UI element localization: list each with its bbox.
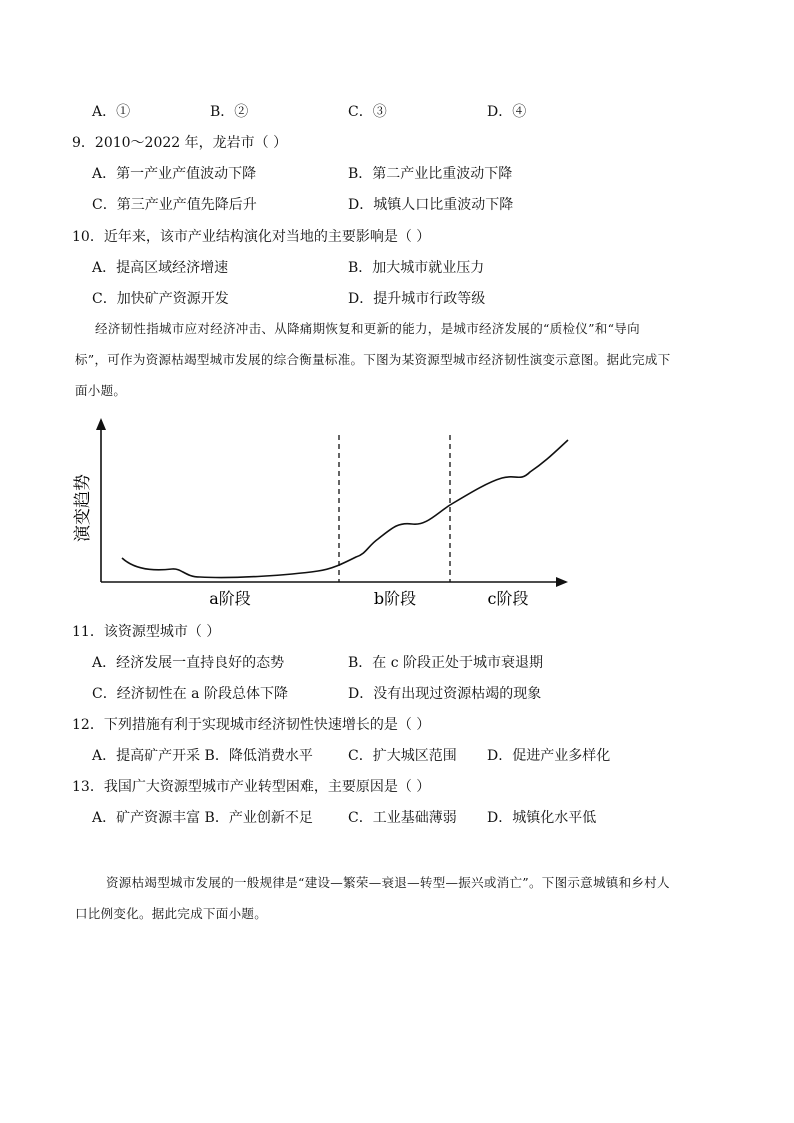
intro1-line-3: 面小题。	[75, 383, 127, 398]
stage-a-label: a阶段	[209, 589, 251, 608]
y-axis-label: 演变趋势	[73, 474, 93, 542]
intro1-line-2: 标”，可作为资源枯竭型城市发展的综合衡量标准。下图为某资源型城市经济韧性演变示意图。据此完成下	[75, 352, 671, 367]
resilience-figure	[0, 400, 794, 620]
stage-c-label: c阶段	[487, 589, 529, 608]
intro1-line-1: 经济韧性指城市应对经济冲击、从降痛期恢复和更新的能力，是城市经济发展的“质检仪”和“导向	[95, 321, 640, 336]
q10-option-b[interactable]: B．加大城市就业压力	[348, 260, 485, 276]
q9-option-b[interactable]: B．第二产业比重波动下降	[348, 166, 513, 182]
q8-option-c[interactable]: C．③	[348, 104, 387, 120]
q11-stem: 11．该资源型城市（ ）	[72, 624, 221, 640]
q10-option-c[interactable]: C．加快矿产资源开发	[92, 291, 229, 307]
q10-stem: 10．近年来，该市产业结构演化对当地的主要影响是（ ）	[72, 229, 431, 245]
q12-option-c[interactable]: C．扩大城区范围	[348, 748, 457, 764]
q11-option-d[interactable]: D．没有出现过资源枯竭的现象	[348, 686, 542, 702]
intro2-line-1: 资源枯竭型城市发展的一般规律是“建设—繁荣—衰退—转型—振兴或消亡”。下图示意城镇和乡村人	[106, 875, 670, 890]
q12-option-ab[interactable]: A．提高矿产开采 B．降低消费水平	[92, 748, 313, 764]
q9-option-d[interactable]: D．城镇人口比重波动下降	[348, 197, 514, 213]
q12-option-d[interactable]: D．促进产业多样化	[487, 748, 611, 764]
q8-option-a[interactable]: A．①	[92, 104, 131, 120]
q10-option-d[interactable]: D．提升城市行政等级	[348, 291, 486, 307]
trend-curve	[122, 440, 568, 578]
q11-option-a[interactable]: A．经济发展一直持良好的态势	[92, 655, 285, 671]
q9-option-a[interactable]: A．第一产业产值波动下降	[92, 166, 257, 182]
q8-option-b[interactable]: B．②	[210, 104, 249, 120]
q13-option-ab[interactable]: A．矿产资源丰富 B．产业创新不足	[92, 810, 313, 826]
q9-stem: 9．2010～2022 年，龙岩市（ ）	[72, 135, 288, 151]
q13-option-c[interactable]: C．工业基础薄弱	[348, 810, 457, 826]
q10-option-a[interactable]: A．提高区域经济增速	[92, 260, 229, 276]
stage-b-label: b阶段	[373, 589, 417, 608]
intro2-line-2: 口比例变化。据此完成下面小题。	[75, 906, 268, 921]
q11-option-c[interactable]: C．经济韧性在 a 阶段总体下降	[92, 686, 288, 702]
q13-option-d[interactable]: D．城镇化水平低	[487, 810, 597, 826]
q8-option-d[interactable]: D．④	[487, 104, 527, 120]
q11-option-b[interactable]: B．在 c 阶段正处于城市衰退期	[348, 655, 544, 671]
q12-stem: 12．下列措施有利于实现城市经济韧性快速增长的是（ ）	[72, 717, 431, 733]
q13-stem: 13．我国广大资源型城市产业转型困难，主要原因是（ ）	[72, 779, 431, 795]
q9-option-c[interactable]: C．第三产业产值先降后升	[92, 197, 257, 213]
